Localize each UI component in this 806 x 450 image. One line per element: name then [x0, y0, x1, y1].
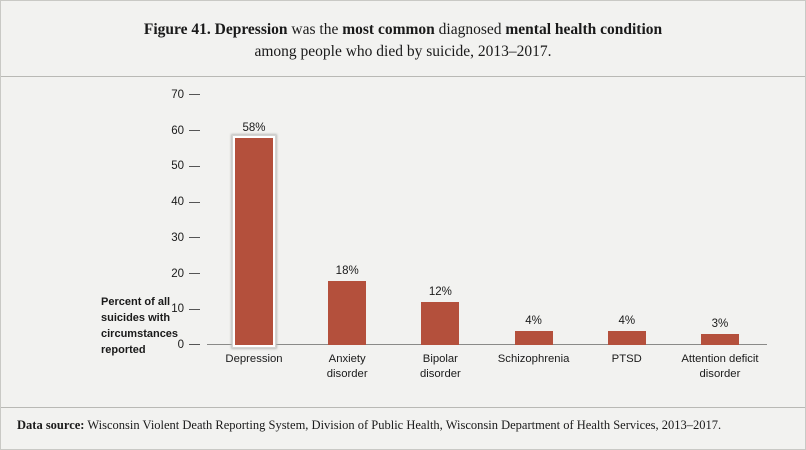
bar-value-schizophrenia: 4% [525, 314, 542, 327]
bar-value-depression: 58% [242, 121, 266, 134]
data-source-label: Data source: [17, 418, 85, 432]
bar-anxiety-disorder[interactable] [328, 281, 366, 345]
bar-slot-attention-deficit-disorder[interactable] [681, 95, 759, 381]
bar-label-schizophrenia: Schizophrenia [497, 352, 570, 365]
y-tick-60: 60 [162, 125, 207, 137]
bar-value-attention-deficit-disorder: 3% [711, 318, 729, 331]
bar-ptsd[interactable] [608, 331, 646, 345]
bar-label-depression: Depression [225, 352, 283, 365]
chart-area [1, 77, 805, 382]
title-part-mental-health-condition: mental health condition [505, 21, 663, 38]
title-line-2: among people who died by suicide, 2013–2017. [254, 43, 552, 61]
bar-slot-bipolar-disorder[interactable] [403, 95, 477, 381]
data-source-note [17, 418, 789, 433]
bar-bipolar-disorder[interactable] [421, 302, 459, 345]
title-part-diagnosed: diagnosed [434, 21, 506, 38]
title-part-figure-depression: Figure 41. Depression [143, 21, 288, 38]
bar-depression[interactable] [235, 138, 273, 345]
bar-slot-depression[interactable] [217, 95, 291, 365]
y-tick-10: 10 [162, 303, 207, 315]
plot-region [171, 88, 767, 381]
y-tick-0: 0 [162, 339, 207, 351]
figure-title [1, 1, 805, 77]
y-tick-70: 70 [162, 89, 207, 101]
y-axis-title: Percent of all suicides with circumstances reported [101, 295, 179, 356]
figure-footer [1, 407, 805, 449]
bar-value-ptsd: 4% [618, 314, 636, 327]
data-source-text: Wisconsin Violent Death Reporting System, Division of Public Health, Wisconsin Department of Health Services, 2013–2017. [84, 418, 722, 432]
bar-label-attention-deficit-disorder: Attention deficit disorder [681, 352, 759, 381]
y-tick-20: 20 [162, 268, 207, 280]
title-part-most-common: most common [342, 21, 435, 38]
y-tick-50: 50 [162, 160, 207, 172]
y-tick-40: 40 [162, 196, 207, 208]
bar-value-anxiety-disorder: 18% [335, 264, 359, 277]
bar-label-anxiety-disorder: Anxiety disorder [326, 352, 368, 381]
bar-schizophrenia[interactable] [515, 331, 553, 345]
bar-label-bipolar-disorder: Bipolar disorder [419, 352, 461, 381]
bar-slot-ptsd[interactable] [590, 95, 664, 365]
y-tick-30: 30 [162, 232, 207, 244]
bar-attention-deficit-disorder[interactable] [701, 334, 739, 345]
title-part-was-the: was the [287, 21, 343, 38]
bar-group [207, 95, 767, 381]
bar-label-ptsd: PTSD [611, 352, 642, 365]
bar-value-bipolar-disorder: 12% [428, 286, 452, 299]
bar-slot-schizophrenia[interactable] [497, 95, 571, 365]
title-line-1 [41, 19, 765, 41]
bar-slot-anxiety-disorder[interactable] [310, 95, 384, 381]
